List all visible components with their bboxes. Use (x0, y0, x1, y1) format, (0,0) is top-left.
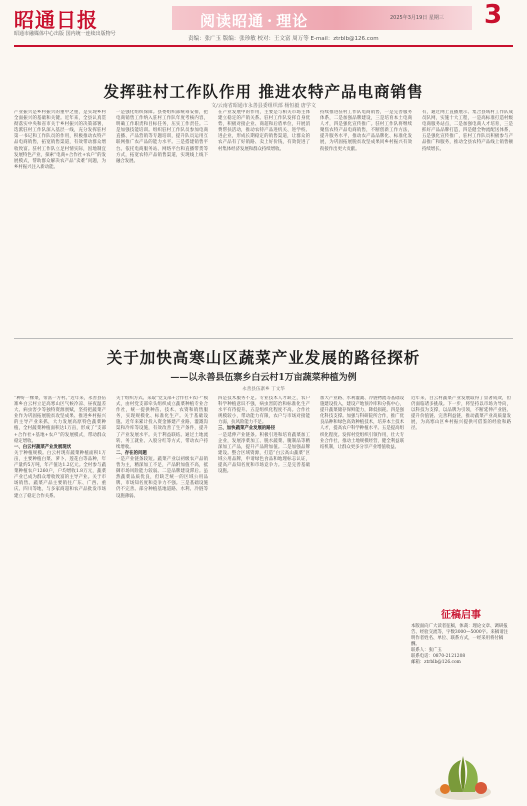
notice-title: 征稿启事 (441, 610, 481, 621)
article1-column-1: 产业振兴是乡村振兴的重中之重，是实现乡村全面振兴的基础和关键。近年来，全县认真贯彻落实中央和省市关于乡村振兴的决策部署，选派驻村工作队深入基层一线，充分发挥驻村第一书记和工作队员的作用，积极推动农特产品电商销售，拓宽销售渠道，有效带动群众增收致富。驻村工作队立足村情实际，因地制宜发展特色产业，探索“电商+合作社+农户”的发展模式，帮助群众解决农产品“卖难”问题，为乡村振兴注入新动能。 (14, 110, 106, 170)
article2-section-heading-2: 二、存在的问题 (116, 450, 147, 456)
section-title-left: 阅读昭通 (200, 12, 265, 30)
article2-byline: 永善县伍寨乡 丁文华 (242, 387, 285, 392)
section-banner (172, 6, 472, 30)
article2-column-5: 近年来，白云村蔬菜产业发展取得了显著成效，但仍面临诸多挑战。下一步，将坚持以市场为导向，以科技为支撑，以品牌为引领，不断延伸产业链、提升价值链、完善利益链，推动蔬菜产业高质量发展，为高寒山区乡村振兴提供可借鉴的经验和路径。 (411, 396, 511, 432)
editor-credits: 责编：张广玉 版编：张珍敏 校对：王文富 周万等 E-mail：ztrblb@126.com (188, 36, 379, 42)
article2-column-2 (116, 396, 208, 802)
vegetable-illustration (431, 752, 495, 802)
header-rule (14, 45, 513, 47)
section-title (200, 10, 308, 31)
contact-phone: 联系电话：0870-2121208 (411, 654, 466, 659)
article1-column-3: 在产业发展中的作用，主要是与相关市场主体建立稳定的产销关系。驻村工作队发挥自身优势，积极对接企业、商超和后盾单位，开展消费帮扶活动，推动农特产品进机关、进学校、进企业，形成长期稳定的销售渠道，让群众的农产品有了好销路、卖上好价钱，有效促进了村集体经济发展和群众持续增收。 (218, 110, 310, 152)
article2-col1-text-2: 关于种植规模。白云村现有蔬菜种植面积1万亩，主要种植白菜、萝卜、莲花白等品种，年产量约5万吨，年产值达1.2亿元。全村参与蔬菜种植农户1260户，户均增收1.8万元，蔬菜产业已成为群众增收致富的主导产业。关于市场销售。蔬菜产品主要销往广东、广西、重庆、四川等地，与多家商超和农产品批发市场建立了稳定合作关系。 (14, 450, 106, 499)
article2-column-3 (218, 396, 310, 802)
notice-body: 本版面向广大读者征稿，体裁：理论文章、调研报告、经验交流等，字数3000—5000字。来稿请注明作者姓名、单位、联系方式，一经采用将付稿酬。 (411, 624, 508, 647)
title-separator: · (267, 12, 274, 30)
page-number: 3 (484, 0, 503, 30)
article1-column-2: 一是强化组织保障。县委组织部统筹安排，把电商销售工作纳入驻村工作队年度考核内容，明确工作职责和目标任务，压实工作责任。二是加强技能培训。组织驻村工作队员参加电商直播、产品营销等专题培训，提升队员运用互联网推广农产品的能力水平。三是搭建销售平台。依托电商服务站、网络平台和直播带货等方式，拓宽农特产品销售渠道，实现线上线下融合发展。 (116, 110, 208, 164)
article1-title: 发挥驻村工作队作用 推进农特产品电商销售 (103, 82, 424, 101)
contact-email: 邮箱：ztrblb@126.com (411, 660, 461, 665)
contact-person: 联系人：张广玉 (411, 648, 442, 653)
newspaper-logo: 昭通日报 (14, 8, 98, 32)
article1-byline: 文/云南省昭通市永善县委组织部 杨恒毅 唐学文 (211, 103, 316, 109)
call-for-papers (411, 606, 511, 681)
article2-col2-text-2: 一是产业链条较短。蔬菜产业以初级农产品销售为主，精深加工不足，产品附加值不高，抵御市场风险能力较弱。二是品牌建设滞后。虽然蔬菜品质优良，但缺乏统一的区域公用品牌，市场知名度和竞争力不强。三是基础设施仍不完善。部分种植基地道路、水利、冷链等设施薄弱。 (116, 456, 208, 499)
article2-col2-text: 关于组织方式。采取“党支部+合作社+农户”模式，由村党支部牵头组织成立蔬菜种植专业合作社，统一提供种苗、技术、农资和销售服务，实现规模化、标准化生产。关于基础设施。近年来累计投入资金修建产业路、灌溉沟渠和冷库等设施，有效改善了生产条件，提升了产业发展水平。关于利益联结。通过土地流转、务工就业、入股分红等方式，带动农户持续增收。 (116, 396, 208, 450)
article1-column-4: 持续推进驻村工作队电商销售，一是完善服务体系，二是加强品牌建设，三是培育本土电商人才，四是强化宣传推广。驻村工作队将继续聚焦农特产品电商销售，不断创新工作方法，提升服务水平，推动农产品品牌化、标准化发展，为巩固拓展脱贫攻坚成果同乡村振兴有效衔接作出更大贡献。 (320, 110, 412, 152)
article2-section-heading-1: 一、白云村蔬菜产业发展现状 (14, 444, 72, 450)
article2-column-4: 加大产业路、水利灌溉、冷链物流等基础设施建设投入，建设产地预冷库和分拣中心，提升蔬菜储存保鲜能力，降低损耗。四是强化科技支撑。加强与科研院所合作，推广优良品种和绿色高效种植技术，培养本土技术人才，提高农户科学种植水平。五是提高组织化程度。发挥村党组织引领作用，壮大专业合作社，推动土地规模经营，健全利益联结机制，让群众更多分享产业增值收益。 (320, 396, 404, 450)
article2-column-1 (14, 396, 106, 802)
masthead (0, 0, 527, 50)
article2-col3-text-2: 一是延伸产业链条。积极引进和培育蔬菜加工企业，发展净菜加工、脱水蔬菜、腌制品等精深加工产品，提升产品附加值。二是加强品牌建设。整合区域资源，打造“白云高山蔬菜”区域公用品牌，申请绿色食品和地理标志认证，提高产品知名度和市场竞争力。三是完善基础设施。 (218, 432, 310, 475)
dateline: 2025年3月19日 星期三 (390, 15, 444, 21)
section-title-right: 理论 (276, 12, 309, 30)
section-divider (14, 338, 513, 339)
logo-subtitle: 昭通市融媒体中心出版 国内统一连续出版物号 (14, 31, 116, 37)
article2-col3-text: 四是技术服务不足。专业技术人才缺乏，农户科学种植意识不强，病虫害防治和标准化生产水平有待提升。五是组织化程度不高。合作社规模较小，带动能力有限，农户与市场对接能力弱，抗风险能力不足。 (218, 396, 310, 426)
article1-column-5: 有，通过网上直播展示、集合县域村工作队成员队网，实施十大工程，一是高标准打造村级电商服务站点，二是加强电商人才培育，三是抓好产品品牌打造，四是健全物流配送体系，五是强化宣传推广，驻村工作队员积极参与产品推广和服务，推动全县农特产品线上销售额持续增长。 (422, 110, 513, 152)
article2-subtitle: ——以永善县伍寨乡白云村1万亩蔬菜种植为例 (170, 373, 357, 383)
article2-col1-text: “种好一棵菜，带富一方村。”近年来，永善县伍寨乡白云村立足高寒山区气候冷凉、昼夜温差大、病虫害少等独特资源禀赋，坚持把蔬菜产业作为巩固拓展脱贫攻坚成果、推进乡村振兴的主导产业来抓，大力发展高原特色蔬菜种植，全村蔬菜种植面积达1万亩，形成了“支部+合作社+基地+农户”的发展模式，带动群众稳定增收。 (14, 396, 106, 444)
article2-title: 关于加快高寒山区蔬菜产业发展的路径探析 (106, 348, 421, 367)
article2-section-heading-3: 三、加快蔬菜产业发展的路径 (218, 426, 276, 432)
